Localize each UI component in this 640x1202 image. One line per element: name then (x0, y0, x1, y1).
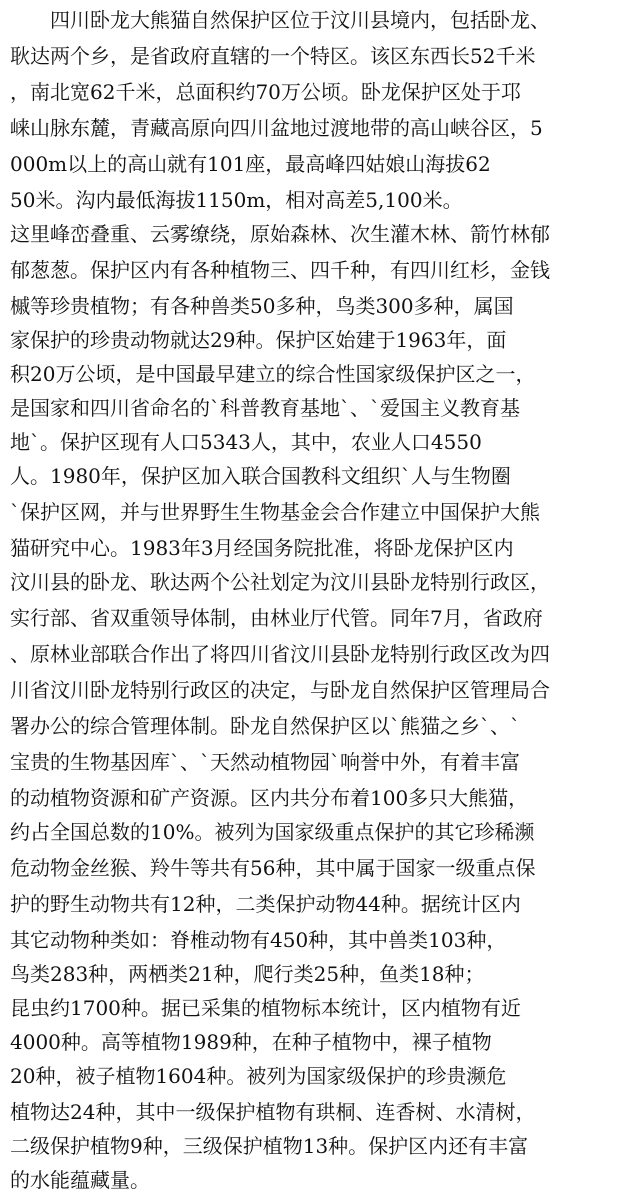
text-line: 地`。保护区现有人口5343人，其中，农业人口4550 (10, 430, 482, 454)
text-line: 积20万公顷，是中国最早建立的综合性国家级保护区之一， (10, 362, 536, 386)
text-line: 护的野生动物共有12种，二类保护动物44种。据统计区内 (10, 892, 521, 916)
text-line: 4000种。高等植物1989种，在种子植物中，裸子植物 (10, 1030, 492, 1054)
text-line: `保护区网，并与世界野生生物基金会合作建立中国保护大熊 (10, 500, 540, 524)
text-line: 宝贵的生物基因库`、`天然动植物园`响誉中外，有着丰富 (10, 750, 520, 774)
text-line: 鸟类283种，两栖类21种，爬行类25种，鱼类18种； (10, 962, 485, 986)
text-line: 000m以上的高山就有101座，最高峰四姑娘山海拔62 (10, 152, 491, 176)
text-line: 50米。沟内最低海拔1150m，相对高差5,100米。 (10, 188, 463, 212)
text-line: 这里峰峦叠重、云雾缭绕，原始森林、次生灌木林、箭竹林郁 (10, 222, 550, 246)
text-line: 植物达24种，其中一级保护植物有珙桐、连香树、水清树， (10, 1100, 536, 1124)
text-line: 家保护的珍贵动物就达29种。保护区始建于1963年，面 (10, 328, 507, 352)
text-line: 的动植物资源和矿产资源。区内共分布着100多只大熊猫， (10, 786, 529, 810)
text-line: 郁葱葱。保护区内有各种植物三、四千种，有四川红杉，金钱 (10, 258, 550, 282)
text-line: 槭等珍贵植物；有各种兽类50多种，鸟类300多种，属国 (10, 294, 514, 318)
text-line: 川省汶川卧龙特别行政区的决定，与卧龙自然保护区管理局合 (10, 678, 550, 702)
text-line: 的水能蕴藏量。 (10, 1168, 150, 1192)
text-line: ，南北宽62千米，总面积约70万公顷。卧龙保护区处于邛 (10, 80, 521, 104)
text-line: 二级保护植物9种，三级保护植物13种。保护区内还有丰富 (10, 1134, 529, 1158)
text-line: 昆虫约1700种。据已采集的植物标本统计，区内植物有近 (10, 996, 521, 1020)
text-line: 20种，被子植物1604种。被列为国家级保护的珍贵濒危 (10, 1064, 507, 1088)
text-line: 是国家和四川省命名的`科普教育基地`、`爱国主义教育基 (10, 396, 520, 420)
text-line: 猫研究中心。1983年3月经国务院批准，将卧龙保护区内 (10, 536, 514, 560)
text-line: 署办公的综合管理体制。卧龙自然保护区以`熊猫之乡`、` (10, 714, 520, 738)
text-line: 危动物金丝猴、羚牛等共有56种，其中属于国家一级重点保 (10, 856, 536, 880)
text-line: 四川卧龙大熊猫自然保护区位于汶川县境内，包括卧龙、 (10, 8, 550, 32)
text-line: 崃山脉东麓，青藏高原向四川盆地过渡地带的高山峡谷区，5 (10, 116, 543, 140)
text-line: 实行部、省双重领导体制，由林业厅代管。同年7月，省政府 (10, 606, 543, 630)
text-line: 汶川县的卧龙、耿达两个公社划定为汶川县卧龙特别行政区， (10, 570, 550, 594)
text-line: 、原林业部联合作出了将四川省汶川县卧龙特别行政区改为四 (10, 642, 550, 666)
text-line: 耿达两个乡，是省政府直辖的一个特区。该区东西长52千米 (10, 44, 536, 68)
text-line: 其它动物种类如：脊椎动物有450种，其中兽类103种， (10, 928, 507, 952)
text-line: 约占全国总数的10%。被列为国家级重点保护的其它珍稀濒 (10, 820, 535, 844)
text-line: 人。1980年，保护区加入联合国教科文组织`人与生物圈 (10, 464, 511, 488)
